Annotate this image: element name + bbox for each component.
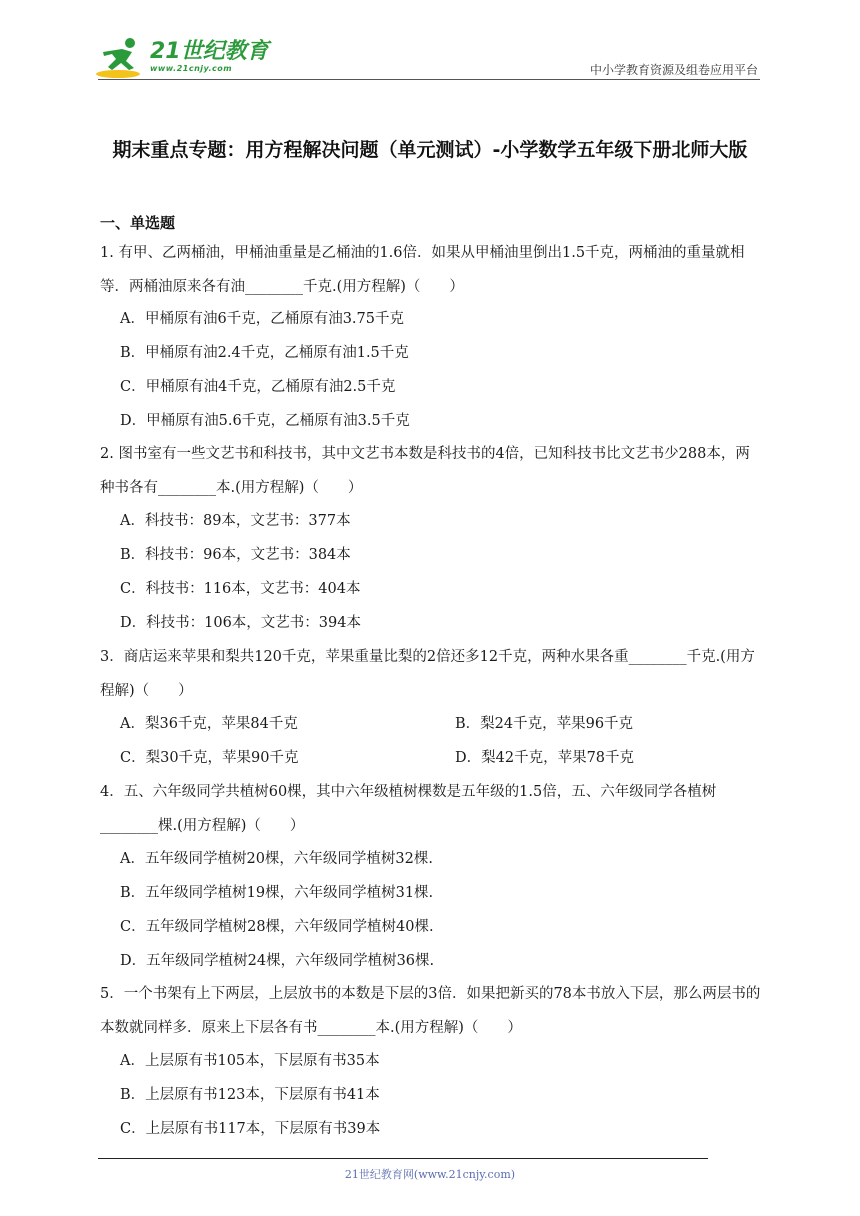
question-3-option-c[interactable]: C．梨30千克，苹果90千克 (120, 750, 299, 766)
question-2-option-c[interactable]: C．科技书：116本，文艺书：404本 (120, 581, 361, 597)
question-5-option-a[interactable]: A．上层原有书105本，下层原有书35本 (120, 1053, 380, 1069)
page-header (0, 0, 860, 90)
question-1-option-c[interactable]: C．甲桶原有油4千克，乙桶原有油2.5千克 (120, 379, 396, 395)
question-4-option-a[interactable]: A．五年级同学植树20棵，六年级同学植树32棵. (120, 851, 433, 867)
platform-name: 中小学教育资源及组卷应用平台 (589, 63, 758, 77)
logo-url: www.21cnjy.com (150, 64, 233, 73)
document-title: 期末重点专题：用方程解决问题（单元测试）-小学数学五年级下册北师大版 (112, 139, 748, 161)
header-divider (98, 79, 760, 80)
footer-text[interactable]: 21世纪教育网(www.21cnjy.com) (344, 1168, 516, 1181)
footer-divider (98, 1158, 708, 1159)
question-5-stem: 5．一个书架有上下两层，上层放书的本数是下层的3倍．如果把新买的78本书放入下层，那么两层书的本数就同样多．原来上下层各有书________本.(用方程解)（ ） (100, 986, 761, 1036)
question-1-option-a[interactable]: A．甲桶原有油6千克，乙桶原有油3.75千克 (120, 311, 404, 327)
question-1-stem: 1. 有甲、乙两桶油，甲桶油重量是乙桶油的1.6倍．如果从甲桶油里倒出1.5千克，两桶油的重量就相等．两桶油原来各有油________千克.(用方程解)（ ） (100, 245, 745, 295)
question-5-option-c[interactable]: C．上层原有书117本，下层原有书39本 (120, 1121, 381, 1137)
question-4-option-d[interactable]: D．五年级同学植树24棵，六年级同学植树36棵. (120, 953, 435, 969)
logo (96, 34, 269, 80)
question-2-option-b[interactable]: B．科技书：96本，文艺书：384本 (120, 547, 351, 563)
logo-text: 21世纪教育 (150, 39, 269, 64)
question-2-option-d[interactable]: D．科技书：106本，文艺书：394本 (120, 615, 361, 631)
section-heading: 一、单选题 (100, 214, 176, 232)
question-1-option-d[interactable]: D．甲桶原有油5.6千克，乙桶原有油3.5千克 (120, 413, 410, 429)
question-3-option-b[interactable]: B．梨24千克，苹果96千克 (455, 716, 634, 732)
question-1-option-b[interactable]: B．甲桶原有油2.4千克，乙桶原有油1.5千克 (120, 345, 409, 361)
question-3-option-d[interactable]: D．梨42千克，苹果78千克 (455, 750, 635, 766)
question-4-stem: 4．五、六年级同学共植树60棵，其中六年级植树棵数是五年级的1.5倍，五、六年级同学各植树________棵.(用方程解)（ ） (100, 784, 717, 834)
question-3-stem: 3．商店运来苹果和梨共120千克，苹果重量比梨的2倍还多12千克，两种水果各重________千克.(用方程解)（ ） (100, 649, 755, 699)
question-2-stem: 2. 图书室有一些文艺书和科技书，其中文艺书本数是科技书的4倍，已知科技书比文艺书少288本，两种书各有________本.(用方程解)（ ） (100, 446, 750, 496)
question-3-option-a[interactable]: A．梨36千克，苹果84千克 (120, 716, 298, 732)
runner-logo-icon (96, 34, 148, 80)
question-5-option-b[interactable]: B．上层原有书123本，下层原有书41本 (120, 1087, 380, 1103)
question-4-option-b[interactable]: B．五年级同学植树19棵，六年级同学植树31棵. (120, 885, 434, 901)
question-4-option-c[interactable]: C．五年级同学植树28棵，六年级同学植树40棵. (120, 919, 434, 935)
question-2-option-a[interactable]: A．科技书：89本，文艺书：377本 (120, 513, 351, 529)
